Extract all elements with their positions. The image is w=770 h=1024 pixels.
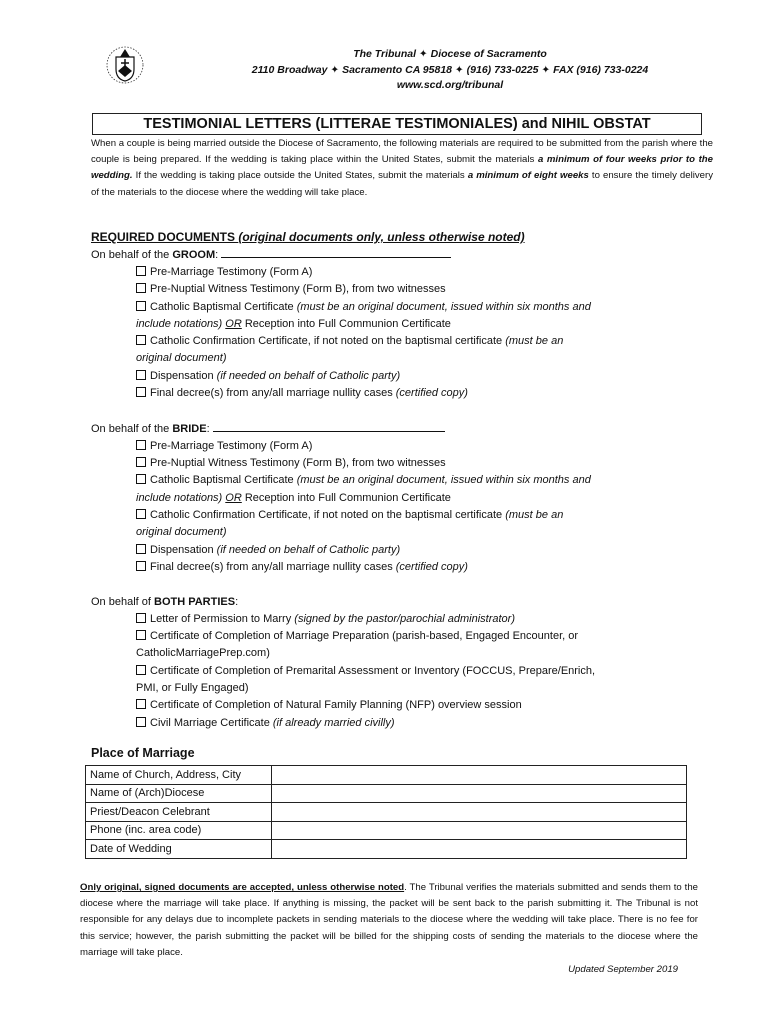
item-label: Pre-Nuptial Witness Testimony (Form B), from two witnesses bbox=[150, 283, 446, 295]
diocese-seal-icon bbox=[104, 43, 146, 85]
intro-text-3: to ensure the timely delivery of the materials to the diocese where the wedding will take place. bbox=[91, 170, 713, 198]
item-label: Certificate of Completion of Marriage Preparation (parish-based, Engaged Encounter, or bbox=[150, 630, 579, 642]
item-label: Certificate of Completion of Natural Family Planning (NFP) overview session bbox=[150, 699, 522, 711]
bride-item-baptismal[interactable] bbox=[136, 472, 591, 489]
groom-item-baptismal[interactable] bbox=[136, 299, 591, 316]
groom-item-confirmation-cont bbox=[136, 350, 227, 367]
footer-text: . The Tribunal verifies the materials submitted and sends them to the diocese where the marriage will take place. If anything is missing, the packet will be sent back to the parish submitting it. The Tribunal is not responsible for any delays due to incomplete packets in sending materials to the diocese where the wedding will take place. There is no fee for this service; however, the parish submitting the packet will be billed for the shipping costs of sending the materials to the diocese where the marriage will take place. bbox=[80, 882, 699, 958]
both-item-permission[interactable] bbox=[136, 611, 515, 628]
checkbox[interactable] bbox=[136, 474, 146, 484]
item-label: Pre-Nuptial Witness Testimony (Form B), from two witnesses bbox=[150, 457, 446, 469]
item-label: Catholic Confirmation Certificate, if not noted on the baptismal certificate bbox=[150, 509, 506, 521]
item-note: (if needed on behalf of Catholic party) bbox=[216, 370, 401, 382]
groom-label-bold: GROOM bbox=[172, 249, 216, 261]
required-heading-text: REQUIRED DOCUMENTS bbox=[91, 230, 236, 244]
checkbox[interactable] bbox=[136, 561, 146, 571]
row-label: Phone (inc. area code) bbox=[86, 821, 272, 840]
item-note: original document) bbox=[136, 526, 227, 538]
header-line-2: 2110 Broadway ✦ Sacramento CA 95818 ✦ (916) 733-0225 ✦ FAX (916) 733-0224 bbox=[251, 64, 649, 76]
place-of-marriage-title: Place of Marriage bbox=[91, 746, 195, 760]
table-row bbox=[86, 803, 687, 822]
intro-text-1: When a couple is being married outside the Diocese of Sacramento, the following materials are required to be submitted from the parish where the couple is being prepared. If the wedding is taking place within the United States, submit the materials bbox=[91, 138, 713, 166]
item-label: Dispensation bbox=[150, 370, 217, 382]
checkbox[interactable] bbox=[136, 665, 146, 675]
checkbox[interactable] bbox=[136, 457, 146, 467]
groom-prefix: On behalf of the bbox=[91, 249, 173, 261]
row-label: Name of Church, Address, City bbox=[86, 766, 272, 785]
item-label: CatholicMarriagePrep.com) bbox=[136, 647, 270, 659]
phone-field[interactable] bbox=[272, 821, 687, 840]
both-prefix: On behalf of bbox=[91, 596, 154, 608]
bride-item-dispensation[interactable] bbox=[136, 542, 400, 559]
or-label: OR bbox=[225, 492, 242, 504]
checkbox[interactable] bbox=[136, 613, 146, 623]
bride-item-final-decree[interactable] bbox=[136, 559, 468, 576]
item-label: Dispensation bbox=[150, 544, 217, 556]
both-parties-label bbox=[91, 594, 238, 611]
row-label: Priest/Deacon Celebrant bbox=[86, 803, 272, 822]
item-label: Catholic Baptismal Certificate bbox=[150, 474, 297, 486]
header-website: www.scd.org/tribunal bbox=[396, 79, 504, 91]
both-suffix: : bbox=[235, 596, 239, 608]
bride-label-bold: BRIDE bbox=[172, 423, 207, 435]
checkbox[interactable] bbox=[136, 266, 146, 276]
groom-label bbox=[91, 247, 451, 264]
place-of-marriage-table bbox=[85, 765, 687, 859]
diocese-field[interactable] bbox=[272, 784, 687, 803]
item-label: PMI, or Fully Engaged) bbox=[136, 682, 249, 694]
table-row bbox=[86, 766, 687, 785]
item-note: (must be an bbox=[505, 335, 564, 347]
or-label: OR bbox=[225, 318, 242, 330]
item-note: (must be an original document, issued within six months and bbox=[296, 474, 591, 486]
groom-item-form-b[interactable] bbox=[136, 281, 446, 298]
table-row bbox=[86, 840, 687, 859]
intro-emphasis-2: a minimum of eight weeks bbox=[467, 170, 589, 182]
bride-label bbox=[91, 421, 445, 438]
both-item-assessment-cont bbox=[136, 680, 249, 697]
updated-date: Updated September 2019 bbox=[568, 964, 678, 975]
both-item-assessment[interactable] bbox=[136, 663, 595, 680]
groom-name-field[interactable] bbox=[221, 247, 451, 258]
item-label: Pre-Marriage Testimony (Form A) bbox=[150, 440, 313, 452]
checkbox[interactable] bbox=[136, 509, 146, 519]
intro-text-2: If the wedding is taking place outside the United States, submit the materials bbox=[132, 170, 468, 182]
item-label: Catholic Baptismal Certificate bbox=[150, 301, 297, 313]
item-note: original document) bbox=[136, 352, 227, 364]
header-line-1: The Tribunal ✦ Diocese of Sacramento bbox=[353, 48, 547, 60]
checkbox[interactable] bbox=[136, 387, 146, 397]
both-item-nfp[interactable] bbox=[136, 697, 522, 714]
celebrant-field[interactable] bbox=[272, 803, 687, 822]
required-documents-heading bbox=[91, 230, 525, 244]
row-label: Date of Wedding bbox=[86, 840, 272, 859]
bride-suffix: : bbox=[206, 423, 210, 435]
checkbox[interactable] bbox=[136, 440, 146, 450]
table-row bbox=[86, 821, 687, 840]
bride-item-confirmation-cont bbox=[136, 524, 227, 541]
checkbox[interactable] bbox=[136, 283, 146, 293]
item-label: Catholic Confirmation Certificate, if not noted on the baptismal certificate bbox=[150, 335, 506, 347]
bride-item-form-b[interactable] bbox=[136, 455, 446, 472]
table-row bbox=[86, 784, 687, 803]
item-label: Letter of Permission to Marry bbox=[150, 613, 295, 625]
checkbox[interactable] bbox=[136, 335, 146, 345]
item-label: Reception into Full Communion Certificate bbox=[241, 492, 451, 504]
checkbox[interactable] bbox=[136, 544, 146, 554]
both-item-civil[interactable] bbox=[136, 715, 395, 732]
bride-item-baptismal-cont bbox=[136, 490, 451, 507]
document-title: TESTIMONIAL LETTERS (LITTERAE TESTIMONIALES) and NIHIL OBSTAT bbox=[92, 113, 702, 135]
groom-item-dispensation[interactable] bbox=[136, 368, 400, 385]
bride-item-form-a[interactable] bbox=[136, 438, 312, 455]
item-label: Pre-Marriage Testimony (Form A) bbox=[150, 266, 313, 278]
footer-emphasis: Only original, signed documents are accepted, unless otherwise noted bbox=[80, 882, 405, 893]
item-label: Final decree(s) from any/all marriage nullity cases bbox=[150, 387, 396, 399]
intro-paragraph bbox=[91, 136, 713, 201]
item-note: (signed by the pastor/parochial administrator) bbox=[294, 613, 516, 625]
intro-emphasis-1: a minimum of four weeks prior to the wedding. bbox=[91, 154, 713, 182]
required-heading-note: (original documents only, unless otherwise noted) bbox=[238, 230, 525, 244]
both-label-bold: BOTH PARTIES bbox=[154, 596, 236, 608]
item-label: Final decree(s) from any/all marriage nullity cases bbox=[150, 561, 396, 573]
checkbox[interactable] bbox=[136, 301, 146, 311]
checkbox[interactable] bbox=[136, 370, 146, 380]
groom-item-form-a[interactable] bbox=[136, 264, 312, 281]
bride-prefix: On behalf of the bbox=[91, 423, 173, 435]
groom-item-baptismal-cont bbox=[136, 316, 451, 333]
church-address-field[interactable] bbox=[272, 766, 687, 785]
both-item-marriage-prep[interactable] bbox=[136, 628, 578, 645]
item-label: Certificate of Completion of Premarital Assessment or Inventory (FOCCUS, Prepare/Enrich, bbox=[150, 665, 596, 677]
item-note: include notations) bbox=[136, 318, 223, 330]
item-note: (must be an bbox=[505, 509, 564, 521]
checkbox[interactable] bbox=[136, 717, 146, 727]
groom-suffix: : bbox=[215, 249, 219, 261]
both-item-marriage-prep-cont bbox=[136, 645, 270, 662]
wedding-date-field[interactable] bbox=[272, 840, 687, 859]
item-note: (if needed on behalf of Catholic party) bbox=[216, 544, 401, 556]
item-note: (must be an original document, issued within six months and bbox=[296, 301, 591, 313]
groom-item-final-decree[interactable] bbox=[136, 385, 468, 402]
bride-item-confirmation[interactable] bbox=[136, 507, 563, 524]
checkbox[interactable] bbox=[136, 630, 146, 640]
footer-paragraph bbox=[80, 880, 698, 961]
item-note: (certified copy) bbox=[395, 387, 468, 399]
item-note: (if already married civilly) bbox=[272, 717, 395, 729]
item-note: (certified copy) bbox=[395, 561, 468, 573]
groom-item-confirmation[interactable] bbox=[136, 333, 563, 350]
item-label: Civil Marriage Certificate bbox=[150, 717, 273, 729]
row-label: Name of (Arch)Diocese bbox=[86, 784, 272, 803]
bride-name-field[interactable] bbox=[213, 421, 445, 432]
item-note: include notations) bbox=[136, 492, 223, 504]
item-label: Reception into Full Communion Certificate bbox=[241, 318, 451, 330]
checkbox[interactable] bbox=[136, 699, 146, 709]
